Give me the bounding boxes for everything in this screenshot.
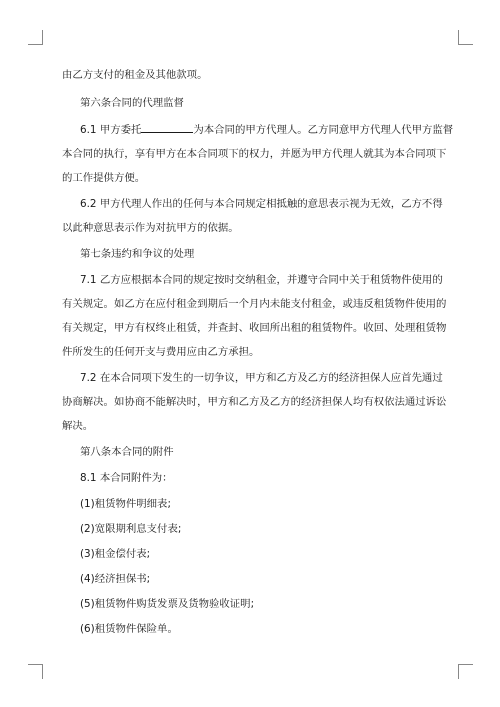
paragraph-line: 的工作提供方便。	[62, 172, 146, 184]
attachment-item-4: (4)经济担保书;	[80, 573, 151, 585]
attachment-item-6: (6)租赁物件保险单。	[80, 623, 178, 635]
paragraph-line: 由乙方支付的租金及其他款项。	[62, 69, 208, 81]
attachment-item-2: (2)宽限期利息支付表;	[80, 523, 182, 535]
paragraph-line-8-1: 8.1 本合同附件为：	[80, 472, 173, 484]
paragraph-line-7-1: 7.1 乙方应根据本合同的规定按时交纳租金，并遵守合同中关于租赁物件使用的	[80, 274, 443, 286]
attachment-item-5: (5)租赁物件购货发票及货物验收证明;	[80, 598, 255, 610]
paragraph-line: 件所发生的任何开支与费用应由乙方承担。	[62, 346, 260, 358]
attachment-item-3: (3)租金偿付表;	[80, 548, 151, 560]
corner-mark-bottom-left	[28, 664, 43, 679]
paragraph-line: 解决。	[62, 420, 94, 432]
paragraph-line: 本合同的执行，享有甲方在本合同项下的权力，并愿为甲方代理人就其为本合同项下	[62, 148, 447, 160]
clause-rest: 为本合同的甲方代理人。乙方同意甲方代理人代甲方监督	[193, 124, 454, 136]
section-heading-8: 第八条本合同的附件	[80, 446, 174, 458]
fill-in-blank	[141, 123, 193, 133]
corner-mark-top-left	[28, 30, 43, 45]
section-heading-7: 第七条违约和争议的处理	[80, 248, 195, 260]
attachment-item-1: (1)租赁物件明细表;	[80, 498, 171, 510]
paragraph-line: 有关规定。如乙方在应付租金到期后一个月内未能支付租金，或违反租赁物件使用的	[62, 298, 447, 310]
paragraph-line: 协商解决。如协商不能解决时，甲方和乙方及乙方的经济担保人均有权依法通过诉讼	[62, 396, 447, 408]
paragraph-line-6-2: 6.2 甲方代理人作出的任何与本合同规定相抵触的意思表示视为无效，乙方不得	[80, 198, 443, 210]
paragraph-line: 以此种意思表示作为对抗甲方的依据。	[62, 222, 239, 234]
corner-mark-top-right	[458, 30, 473, 45]
paragraph-line-6-1	[80, 123, 470, 137]
section-heading-6: 第六条合同的代理监督	[80, 97, 184, 109]
corner-mark-bottom-right	[458, 664, 473, 679]
paragraph-line-7-2: 7.2 在本合同项下发生的一切争议，甲方和乙方及乙方的经济担保人应首先通过	[80, 372, 443, 384]
clause-start: 6.1 甲方委托	[80, 124, 142, 136]
paragraph-line: 有关规定，甲方有权终止租赁，并查封、收回所出租的租赁物件。收回、处理租赁物	[62, 322, 447, 334]
